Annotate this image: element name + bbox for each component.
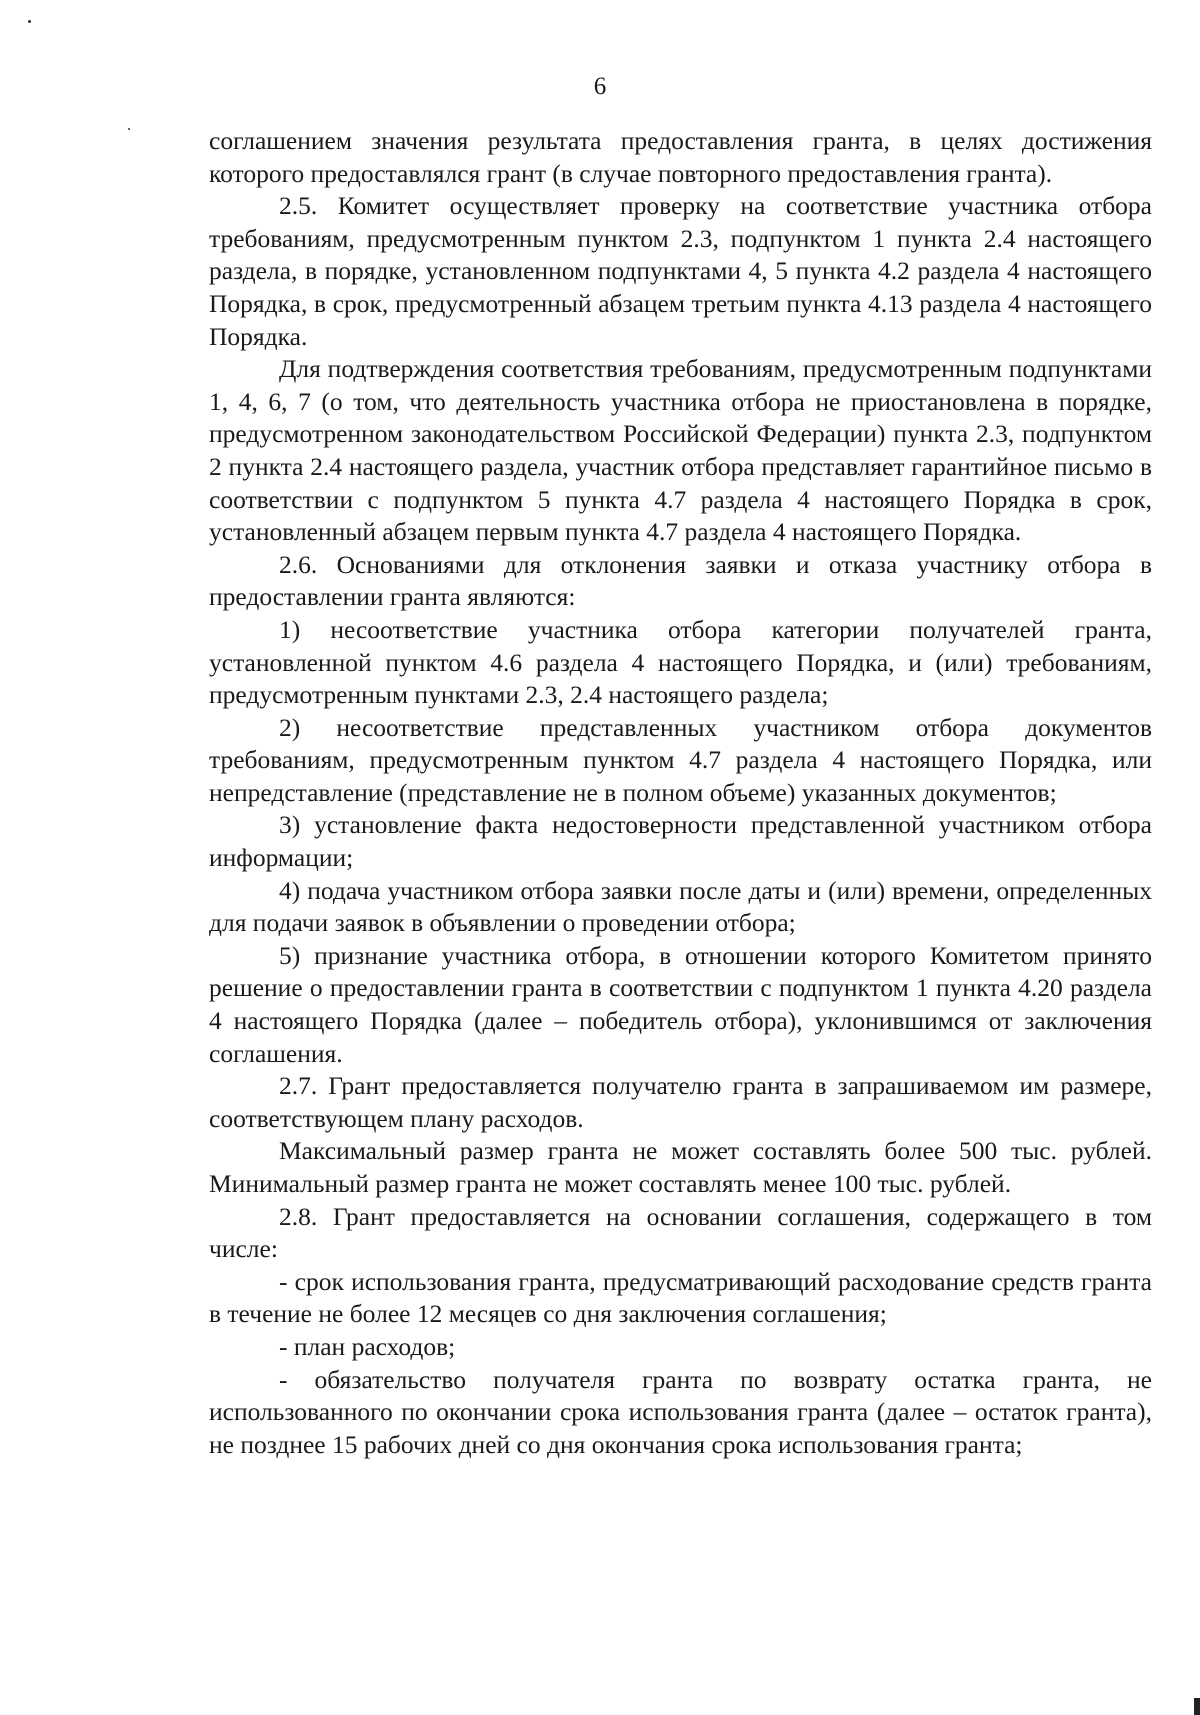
paragraph-2-8: 2.8. Грант предоставляется на основании соглашения, содержащего в том числе: — [209, 1201, 1152, 1264]
list-item-2-8-term: - срок использования гранта, предусматривающий расходование средств гранта в течение не более 12 месяцев со дня заключения соглашения; — [209, 1266, 1152, 1329]
paragraph-2-6: 2.6. Основаниями для отклонения заявки и отказа участнику отбора в предоставлении гранта являются: — [209, 549, 1152, 612]
list-item-2-6-4: 4) подача участником отбора заявки после даты и (или) времени, определенных для подачи заявок в объявлении о проведении отбора; — [209, 875, 1152, 938]
scan-edge-mark — [1194, 1698, 1200, 1715]
paragraph-confirmation: Для подтверждения соответствия требованиям, предусмотренным подпунктами 1, 4, 6, 7 (о том, что деятельность участника отбора не приостановлена в порядке, предусмотренном законодательством Российской Федерации) пункта 2.3, подпунктом 2 пункта 2.4 настоящего раздела, участник отбора представляет гарантийное письмо в соответствии с подпунктом 5 пункта 4.7 раздела 4 настоящего Порядка в срок, установленный абзацем первым пункта 4.7 раздела 4 настоящего Порядка. — [209, 354, 1152, 547]
list-item-2-6-5: 5) признание участника отбора, в отношении которого Комитетом принято решение о предоставлении гранта в соответствии с подпунктом 1 пункта 4.20 раздела 4 настоящего Порядка (далее – победитель отбора), уклонившимся от заключения соглашения. — [209, 940, 1152, 1068]
list-item-2-8-obligation: - обязательство получателя гранта по возврату остатка гранта, не использованного по окончании срока использования гранта (далее – остаток гранта), не позднее 15 рабочих дней со дня окончания срока использования гранта; — [209, 1364, 1152, 1459]
document-body — [209, 125, 1152, 1461]
list-item-2-6-3: 3) установление факта недостоверности представленной участником отбора информации; — [209, 810, 1152, 873]
page-number: 6 — [593, 73, 607, 100]
scan-speck — [28, 20, 31, 23]
paragraph-2-5: 2.5. Комитет осуществляет проверку на соответствие участника отбора требованиям, предусмотренным пунктом 2.3, подпунктом 1 пункта 2.4 настоящего раздела, в порядке, установленном подпунктами 4, 5 пункта 4.2 раздела 4 настоящего Порядка, в срок, предусмотренный абзацем третьим пункта 4.13 раздела 4 настоящего Порядка. — [209, 191, 1152, 351]
list-item-2-6-2: 2) несоответствие представленных участником отбора документов требованиям, предусмотренным пунктом 4.7 раздела 4 настоящего Порядка, или непредставление (представление не в полном объеме) указанных документов; — [209, 712, 1152, 807]
paragraph-grant-size: Максимальный размер гранта не может составлять более 500 тыс. рублей. Минимальный размер гранта не может составлять менее 100 тыс. рублей. — [209, 1136, 1152, 1198]
list-item-2-8-plan: - план расходов; — [279, 1331, 456, 1361]
scan-speck — [128, 128, 130, 130]
paragraph-continuation: соглашением значения результата предоставления гранта, в целях достижения которого предоставлялся грант (в случае повторного предоставления гранта). — [209, 126, 1152, 188]
paragraph-2-7: 2.7. Грант предоставляется получателю гранта в запрашиваемом им размере, соответствующем плану расходов. — [209, 1071, 1152, 1133]
list-item-2-6-1: 1) несоответствие участника отбора категории получателей гранта, установленной пунктом 4.6 раздела 4 настоящего Порядка, и (или) требованиям, предусмотренным пунктами 2.3, 2.4 настоящего раздела; — [209, 614, 1152, 710]
